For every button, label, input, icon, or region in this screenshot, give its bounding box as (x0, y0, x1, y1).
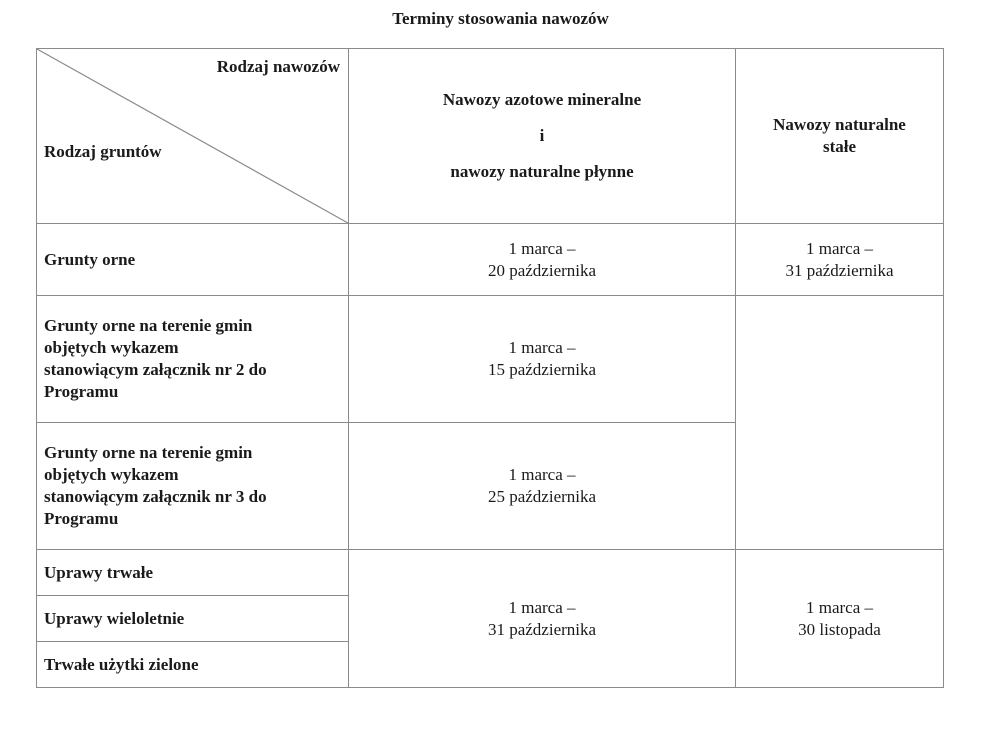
period-end: 31 października (785, 260, 894, 280)
period-end: 20 października (487, 260, 597, 280)
fertilizer-schedule-table (36, 48, 944, 688)
period-start: 1 marca – (508, 465, 576, 484)
period-end: 30 listopada (798, 619, 881, 639)
row-label-line: Trwałe użytki zielone (44, 654, 199, 674)
period-cell (349, 550, 736, 688)
row-label-line: Programu (44, 382, 119, 401)
row-label (37, 550, 349, 596)
header-row (37, 49, 944, 224)
row-label-line: Uprawy trwałe (44, 562, 154, 582)
row-label-line: Grunty orne (44, 249, 136, 269)
period-cell (736, 550, 944, 688)
row-label-line: stanowiącym załącznik nr 3 do (44, 487, 267, 506)
period-end: 15 października (487, 360, 597, 379)
table-row (37, 296, 944, 423)
row-label-line: Grunty orne na terenie gmin (44, 443, 253, 462)
period-cell (349, 423, 736, 550)
period-start: 1 marca – (508, 597, 576, 617)
empty-cell (736, 296, 944, 550)
row-label-line: objętych wykazem (44, 338, 179, 357)
header-col3-line1: Nawozy naturalne (773, 115, 906, 134)
period-start: 1 marca – (508, 238, 576, 258)
header-col2-line1: Nawozy azotowe mineralne (442, 90, 642, 109)
header-col2-line2: i (539, 126, 545, 145)
table-title: Terminy stosowania nawozów (392, 9, 609, 28)
fertilizer-type-label: Rodzaj nawozów (216, 57, 340, 76)
period-start: 1 marca – (805, 238, 874, 258)
row-label-line: Grunty orne na terenie gmin (44, 316, 253, 335)
period-cell (349, 296, 736, 423)
header-col3-line2: stałe (822, 137, 857, 156)
period-cell (736, 224, 944, 296)
period-start: 1 marca – (508, 338, 576, 357)
row-label (37, 423, 349, 550)
diagonal-header-cell (37, 49, 349, 224)
row-label (37, 642, 349, 688)
header-mineral-liquid (349, 49, 736, 224)
row-label (37, 596, 349, 642)
period-end: 25 października (487, 487, 597, 506)
header-solid-natural (736, 49, 944, 224)
table-row (37, 550, 944, 596)
row-label-line: objętych wykazem (44, 465, 179, 484)
period-end: 31 października (487, 619, 597, 639)
land-type-label: Rodzaj gruntów (44, 142, 162, 161)
period-start: 1 marca – (805, 597, 874, 617)
row-label-line: Uprawy wieloletnie (44, 608, 185, 628)
table-row (37, 224, 944, 296)
row-label-line: Programu (44, 509, 119, 528)
row-label (37, 224, 349, 296)
period-cell (349, 224, 736, 296)
row-label-line: stanowiącym załącznik nr 2 do (44, 360, 267, 379)
row-label (37, 296, 349, 423)
header-col2-line3: nawozy naturalne płynne (450, 162, 634, 181)
